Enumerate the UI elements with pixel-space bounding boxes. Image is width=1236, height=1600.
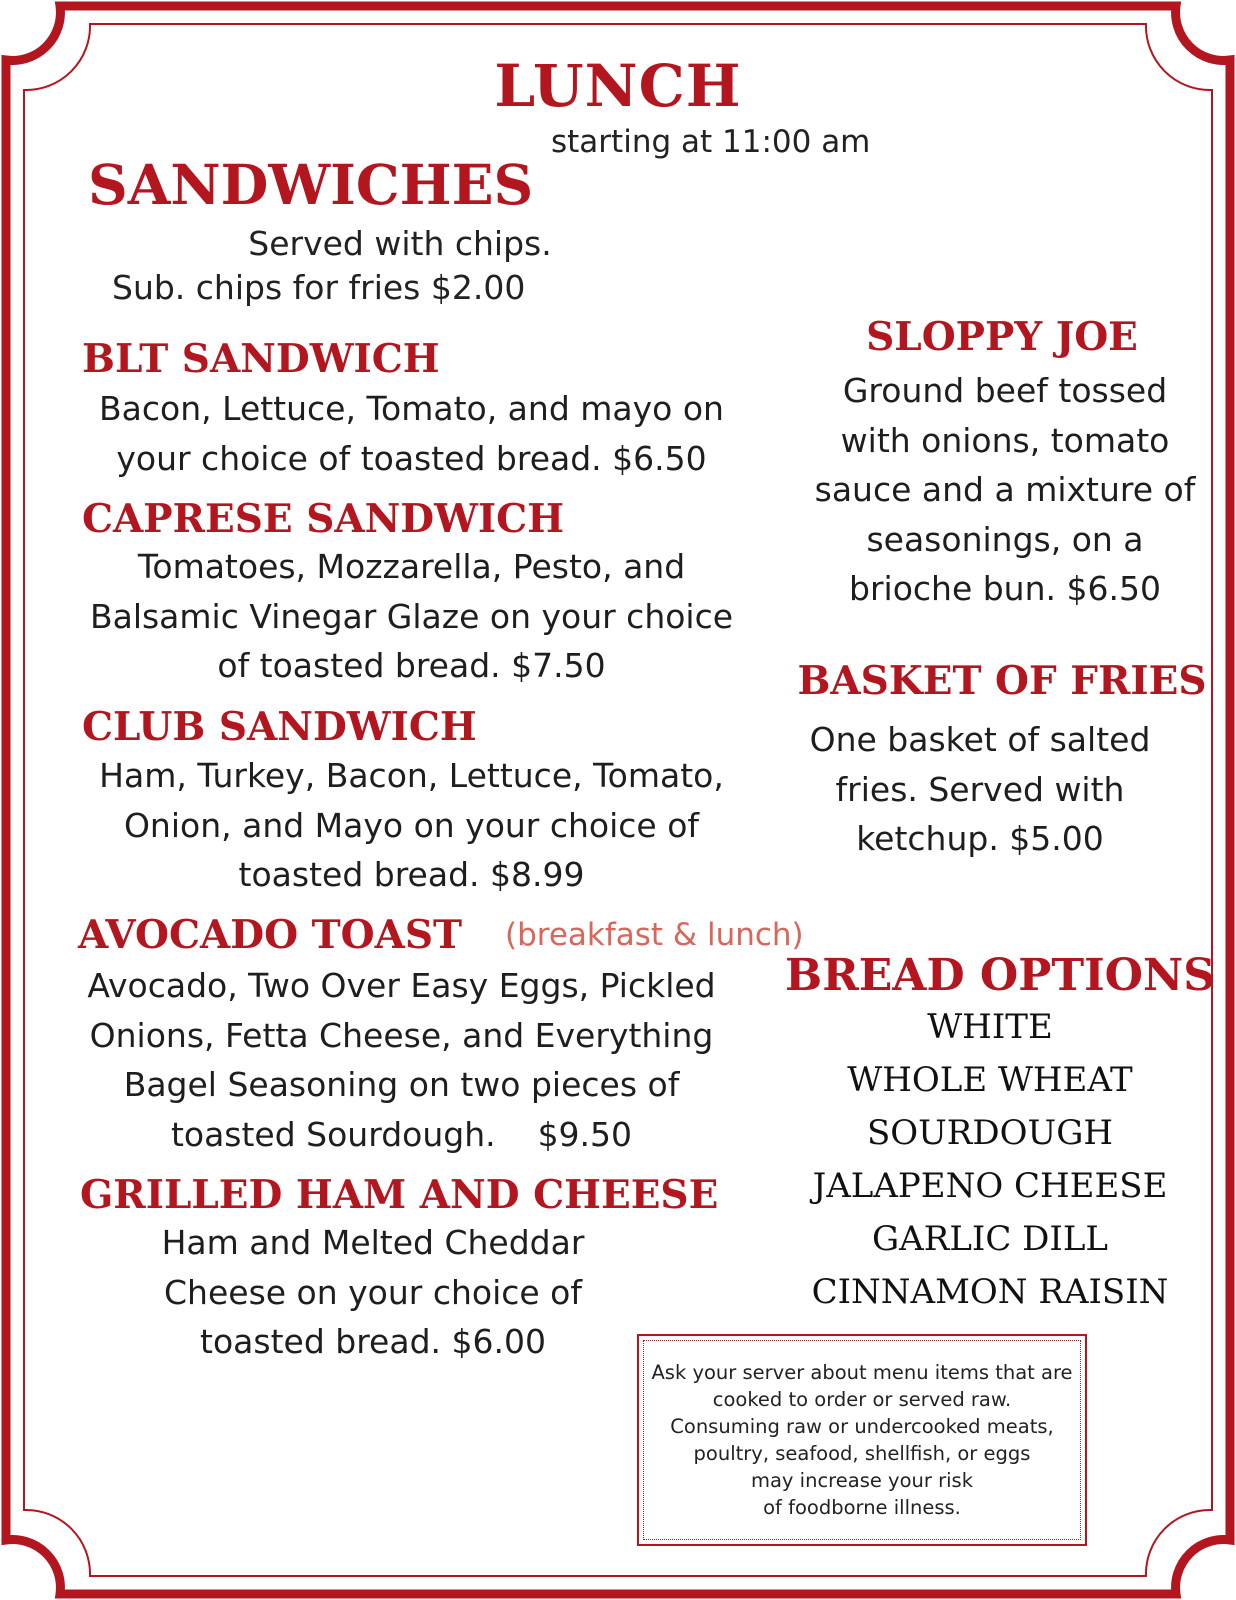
- sloppy-joe-description: Ground beef tossed with onions, tomato sauce and a mixture of seasonings, on a brioche bun. $6.50: [814, 371, 1196, 608]
- basket-of-fries-description: One basket of salted fries. Served with ketchup. $5.00: [809, 720, 1151, 858]
- avocado-toast-availability-note: (breakfast & lunch): [505, 917, 804, 953]
- club-sandwich-title: CLUB SANDWICH: [82, 704, 477, 750]
- page-title: LUNCH: [494, 52, 742, 120]
- avocado-toast-title: AVOCADO TOAST: [78, 912, 463, 958]
- grilled-ham-cheese-title: GRILLED HAM AND CHEESE: [80, 1172, 719, 1218]
- caprese-sandwich-description: Tomatoes, Mozzarella, Pesto, and Balsamic Vinegar Glaze on your choice of toasted bread. $7.50: [89, 547, 734, 685]
- bread-option: SOURDOUGH: [866, 1113, 1114, 1153]
- food-safety-notice: [637, 1334, 1087, 1546]
- sandwiches-note-fries: Sub. chips for fries $2.00: [112, 268, 526, 307]
- blt-sandwich-title: BLT SANDWICH: [82, 336, 440, 382]
- basket-of-fries-title: BASKET OF FRIES: [797, 658, 1207, 704]
- bread-option: GARLIC DILL: [872, 1219, 1108, 1259]
- bread-options-list: [780, 1001, 1200, 1319]
- club-sandwich-description: Ham, Turkey, Bacon, Lettuce, Tomato, Onion, and Mayo on your choice of toasted bread. $8.99: [99, 756, 724, 894]
- blt-sandwich-description: Bacon, Lettuce, Tomato, and mayo on your choice of toasted bread. $6.50: [99, 389, 724, 478]
- sloppy-joe-title: SLOPPY JOE: [866, 314, 1138, 360]
- bread-option: CINNAMON RAISIN: [811, 1272, 1169, 1312]
- bread-option: JALAPENO CHEESE: [812, 1166, 1168, 1206]
- sandwiches-heading: SANDWICHES: [88, 152, 534, 217]
- grilled-ham-cheese-description: Ham and Melted Cheddar Cheese on your choice of toasted bread. $6.00: [161, 1223, 585, 1361]
- sandwiches-note-chips: Served with chips.: [248, 224, 552, 263]
- bread-option: WHOLE WHEAT: [847, 1060, 1133, 1100]
- caprese-sandwich-title: CAPRESE SANDWICH: [82, 496, 565, 542]
- bread-options-heading: BREAD OPTIONS: [785, 950, 1215, 1001]
- bread-option: WHITE: [927, 1007, 1053, 1047]
- food-safety-notice-inner-border: [643, 1340, 1081, 1540]
- avocado-toast-description: Avocado, Two Over Easy Eggs, Pickled Onions, Fetta Cheese, and Everything Bagel Seasoning on two pieces of toasted Sourdough. $9.50: [87, 966, 727, 1154]
- food-safety-notice-text: Ask your server about menu items that are cooked to order or served raw. Consuming raw or undercooked meats, poultry, seafood, shellfish, or eggs may increase your risk of foodborne illness.: [651, 1361, 1073, 1519]
- lunch-start-time: starting at 11:00 am: [551, 124, 871, 160]
